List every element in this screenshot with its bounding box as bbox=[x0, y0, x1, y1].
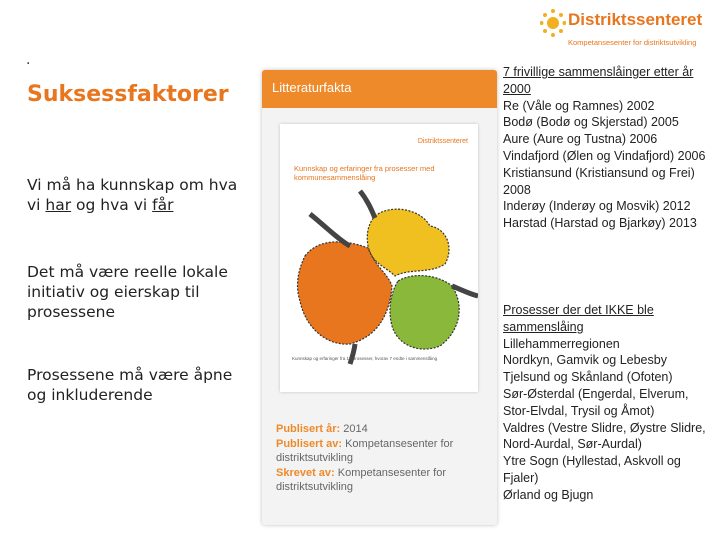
card-title: Litteraturfakta bbox=[272, 80, 352, 95]
pub-by: Kompetansesenter for distriktsutvikling bbox=[276, 437, 454, 464]
sun-logo-icon bbox=[540, 8, 566, 38]
distriktssenteret-logo bbox=[540, 5, 715, 53]
merged-item: Aure (Aure og Tustna) 2006 bbox=[503, 132, 658, 147]
literature-card bbox=[262, 70, 497, 525]
not-merged-item: Valdres (Vestre Slidre, Øystre Slidre, Nord-Aurdal, Sør-Aurdal) bbox=[503, 420, 706, 452]
not-merged-list bbox=[503, 302, 713, 504]
written-by-label: Skrevet av: bbox=[276, 466, 335, 479]
not-merged-heading: Prosesser der det IKKE ble sammenslåing bbox=[503, 303, 654, 334]
card-header bbox=[262, 70, 497, 108]
cover-footer: Kunnskap og erfaringer fra 15 prosesser, hvorav 7 endte i sammenslåing bbox=[292, 356, 438, 361]
merged-list bbox=[503, 64, 713, 232]
publication-info bbox=[276, 422, 486, 495]
pub-year-label: Publisert år: bbox=[276, 423, 341, 435]
merged-item: Harstad (Harstad og Bjarkøy) 2013 bbox=[503, 216, 697, 231]
factor-1-text-a: Vi må ha kunnskap om hva vi bbox=[27, 176, 238, 214]
success-factor-3: Prosessene må være åpne og inkluderende bbox=[27, 366, 233, 404]
success-factor-2: Det må være reelle lokale initiativ og eierskap til prosessene bbox=[27, 263, 228, 321]
logo-name: Distriktssenteret bbox=[568, 10, 703, 29]
not-merged-item: Nordkyn, Gamvik og Lebesby bbox=[503, 353, 667, 368]
cover-logo: Distriktssenteret bbox=[417, 138, 468, 145]
logo-subtitle: Kompetansesenter for distriktsutvikling bbox=[568, 38, 697, 47]
written-by: Kompetansesenter for distriktsutvikling bbox=[276, 466, 447, 493]
merged-item: Re (Våle og Ramnes) 2002 bbox=[503, 98, 655, 113]
factor-1-har: har bbox=[45, 196, 72, 214]
merged-item: Vindafjord (Ølen og Vindafjord) 2006 bbox=[503, 148, 706, 163]
success-factor-1 bbox=[27, 175, 252, 215]
not-merged-item: Sør-Østerdal (Engerdal, Elverum, Stor-Elvdal, Trysil og Åmot) bbox=[503, 386, 689, 418]
factor-1-text-c: og hva vi bbox=[71, 196, 153, 214]
not-merged-item: Ytre Sogn (Hyllestad, Askvoll og Fjaler) bbox=[503, 454, 681, 485]
merged-heading: 7 frivillige sammenslåinger etter år 2000 bbox=[503, 65, 694, 96]
puzzle-map-icon bbox=[280, 186, 478, 366]
merged-item: Kristiansund (Kristiansund og Frei) 2008 bbox=[503, 165, 695, 197]
page-title: Suksessfaktorer bbox=[27, 82, 229, 107]
not-merged-item: Ørland og Bjugn bbox=[503, 487, 594, 502]
factor-1-far: får bbox=[152, 196, 174, 214]
merged-item: Bodø (Bodø og Skjerstad) 2005 bbox=[503, 115, 679, 130]
bullet-dot: . bbox=[26, 52, 31, 68]
not-merged-item: Lillehammerregionen bbox=[503, 336, 620, 351]
pub-by-label: Publisert av: bbox=[276, 437, 343, 450]
not-merged-item: Tjelsund og Skånland (Ofoten) bbox=[503, 370, 673, 385]
merged-item: Inderøy (Inderøy og Mosvik) 2012 bbox=[503, 199, 691, 214]
pub-year: 2014 bbox=[343, 423, 368, 435]
cover-title: Kunnskap og erfaringer fra prosesser med kommunesammenslåing bbox=[294, 164, 435, 182]
report-cover-image bbox=[280, 124, 478, 392]
